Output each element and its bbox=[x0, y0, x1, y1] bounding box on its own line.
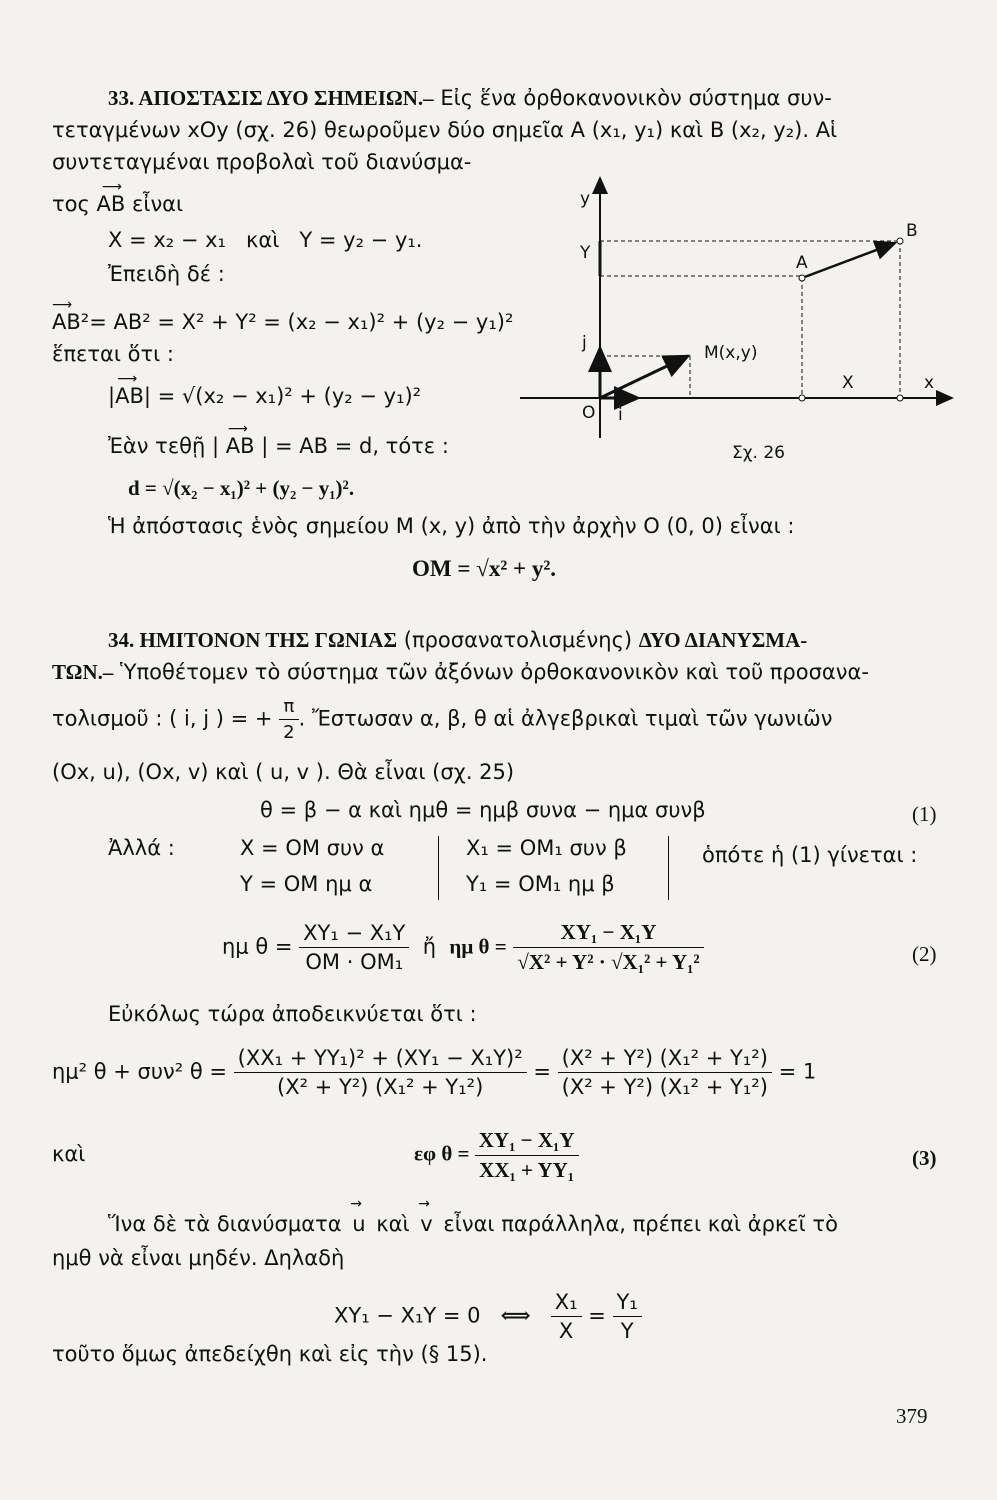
divider-1 bbox=[438, 836, 439, 900]
ef-theta-label: εφ θ = bbox=[414, 1141, 470, 1166]
vector-ab-abs: ⟶ AB bbox=[115, 371, 144, 408]
label-y: y bbox=[580, 189, 591, 209]
frac-c1-num: X₁ bbox=[551, 1290, 582, 1317]
ina-line2: ημθ νὰ εἶναι μηδέν. Δηλαδὴ bbox=[52, 1246, 345, 1270]
page-number: 379 bbox=[896, 1404, 928, 1428]
ab2-rhs: = AB² = X² + Y² = (x₂ − x₁)² + (y₂ − y₁)² bbox=[89, 310, 514, 334]
label-i: i bbox=[618, 405, 623, 425]
s33-line4a: τος bbox=[52, 192, 90, 216]
label-B: B bbox=[906, 221, 918, 241]
label-X: X bbox=[842, 373, 854, 393]
frac-1-num: XY₁ − X₁Y bbox=[299, 921, 409, 948]
ina-a: Ἵνα δὲ τὰ διανύσματα bbox=[108, 1212, 342, 1236]
y1-om: Y₁ = OM₁ ημ β bbox=[466, 872, 615, 896]
frac-2 bbox=[513, 920, 703, 975]
eukolos: Εὐκόλως τώρα ἀποδεικνύεται ὅτι : bbox=[108, 1002, 477, 1026]
point-a bbox=[799, 275, 805, 281]
identity-formula: ημ² θ + συν² θ = $\frac{\text{(XX₁ + YY₁)² + (XY₁ − X₁Y)²}}{\text{(X² + Y²) (X₁² + Y₁²)}}$ = $\frac{\text{(X² + Y²) (X₁² + Y₁²)}}{\text{(X² + Y²) (X₁² + Y₁²)}}$ = 1 bbox=[52, 1046, 817, 1099]
s34-line2b: ( i, j ) = + bbox=[169, 706, 273, 731]
vector-ab-line bbox=[802, 243, 895, 278]
frac-3 bbox=[234, 1046, 527, 1099]
point-b bbox=[897, 238, 903, 244]
point-x2 bbox=[897, 395, 903, 401]
iff-arrow: ⟺ bbox=[500, 1303, 531, 1328]
frac-4-num: (X² + Y²) (X₁² + Y₁²) bbox=[558, 1046, 772, 1073]
vector-v-label: v bbox=[420, 1212, 433, 1236]
frac-3-num: (XX₁ + YY₁)² + (XY₁ − X₁Y)² bbox=[234, 1046, 527, 1073]
vector-ab: ⟶ AB bbox=[96, 179, 126, 216]
label-x: x bbox=[924, 373, 935, 393]
s33-ean bbox=[108, 421, 449, 458]
frac-2-den: √X² + Y² · √X₁² + Y₁² bbox=[517, 950, 700, 974]
s34-heading-line bbox=[108, 628, 807, 653]
pi: π bbox=[279, 696, 298, 720]
section-33-line-1 bbox=[108, 86, 832, 111]
sine-formulas bbox=[222, 920, 704, 975]
s34-line1-wrap bbox=[52, 660, 869, 685]
frac-c2 bbox=[613, 1290, 642, 1343]
label-j: j bbox=[582, 333, 587, 353]
frac-2-num: XY₁ − X₁Y bbox=[513, 920, 703, 948]
parallel-condition: XY₁ − X₁Y = 0 ⟺ $\frac{\text{X₁}}{X}$ = $\frac{\text{Y₁}}{Y}$ bbox=[334, 1290, 642, 1343]
vector-om bbox=[600, 356, 688, 398]
vector-ab-squared: ⟶ AB² bbox=[52, 297, 90, 334]
frac-5 bbox=[475, 1128, 579, 1183]
frac-4-den: (X² + Y²) (X₁² + Y₁²) bbox=[561, 1075, 768, 1099]
eq-label-3: (3) bbox=[912, 1146, 937, 1170]
ean-a: Ἐὰν τεθῇ | bbox=[108, 434, 220, 458]
label-A: A bbox=[796, 253, 808, 273]
frac-c2-num: Y₁ bbox=[613, 1290, 642, 1317]
s34-line2c: . Ἔστωσαν α, β, θ αἱ ἀλγεβρικαὶ τιμαὶ τῶν γωνιῶν bbox=[298, 706, 833, 731]
last-line: τοῦτο ὅμως ἀπεδείχθη καὶ εἰς τὴν (§ 15). bbox=[52, 1342, 488, 1366]
opote: ὁπότε ἡ (1) γίνεται : bbox=[702, 843, 918, 867]
alla: Ἀλλά : bbox=[108, 836, 175, 860]
frac-c1 bbox=[551, 1290, 582, 1343]
hm-theta-label: ημ θ = bbox=[222, 934, 293, 959]
label-M: M(x,y) bbox=[704, 343, 758, 363]
abs-ab-rhs: | = √(x₂ − x₁)² + (y₂ − y₁)² bbox=[143, 384, 422, 408]
s33-epeidi: Ἐπειδὴ δέ : bbox=[108, 262, 225, 286]
label-O: O bbox=[582, 403, 596, 423]
kai-label: καὶ bbox=[52, 1142, 86, 1166]
pi-over-2 bbox=[279, 696, 298, 743]
s33-epetai: ἕπεται ὅτι : bbox=[52, 342, 174, 366]
s34-heading2: ΔΥΟ ΔΙΑΝΥΣΜΑ- bbox=[638, 628, 808, 652]
label-Y: Y bbox=[580, 243, 591, 263]
vector-ab-abs-label: AB bbox=[115, 384, 144, 408]
cond-lhs: XY₁ − X₁Y = 0 bbox=[334, 1303, 481, 1328]
eq-one: = 1 bbox=[778, 1059, 817, 1084]
vector-v: → v bbox=[418, 1196, 433, 1236]
hm2-label: ημ² θ + συν² θ = bbox=[52, 1059, 227, 1084]
frac-c1-den: X bbox=[558, 1319, 574, 1343]
ina-b: εἶναι παράλληλα, πρέπει καὶ ἀρκεῖ τὸ bbox=[443, 1212, 838, 1236]
ab2-lhs: AB² bbox=[52, 310, 90, 334]
s33-line3: συντεταγμέναι προβολαὶ τοῦ διανύσμα- bbox=[52, 150, 472, 174]
vector-ab-ean: ⟶ AB bbox=[225, 421, 255, 458]
section-33-heading: 33. ΑΠΟΣΤΑΣΙΣ ΔΥΟ ΣΗΜΕΙΩΝ.– bbox=[108, 86, 434, 110]
s34-line3: (Ox, u), (Ox, v) καὶ ( u, v ). Θὰ εἶναι (σχ. 25) bbox=[52, 760, 515, 784]
s34-heading-mid: (προσανατολισμένης) bbox=[403, 628, 633, 652]
s34-line2 bbox=[52, 696, 832, 743]
x1-om: X₁ = OM₁ συν β bbox=[466, 836, 627, 860]
frac-c2-den: Y bbox=[620, 1319, 634, 1343]
s34-heading3: ΤΩΝ.– bbox=[52, 660, 114, 684]
om-formula: OM = √x² + y². bbox=[412, 556, 556, 581]
eq-label-2: (2) bbox=[912, 942, 937, 966]
s34-heading1: 34. ΗΜΙΤΟΝΟΝ ΤΗΣ ΓΩΝΙΑΣ bbox=[108, 628, 398, 652]
vector-u: → u bbox=[350, 1196, 366, 1236]
s33-line4b: εἶναι bbox=[131, 192, 184, 216]
ean-b: | = AB = d, τότε : bbox=[261, 434, 449, 458]
ina-kai: καὶ bbox=[376, 1212, 410, 1236]
frac-5-den: XX₁ + YY₁ bbox=[479, 1158, 575, 1182]
dashed-guides bbox=[600, 241, 900, 398]
or-h: ἤ bbox=[422, 934, 437, 959]
vector-ab-ean-label: AB bbox=[225, 434, 255, 458]
s33-abs-ab: | ⟶ AB| = √(x₂ − x₁)² + (y₂ − y₁)² bbox=[108, 371, 422, 408]
s34-line1: Ὑποθέτομεν τὸ σύστημα τῶν ἀξόνων ὀρθοκανονικὸν καὶ τοῦ προσανα- bbox=[120, 660, 869, 684]
hm-theta-bold: ημ θ = bbox=[449, 934, 507, 959]
d-formula: d = √(x₂ − x₁)² + (y₂ − y₁)². bbox=[128, 476, 355, 500]
s33-line2: τεταγμένων xOy (σχ. 26) θεωροῦμεν δύο σημεῖα A (x₁, y₁) καὶ B (x₂, y₂). Αἱ bbox=[52, 118, 838, 142]
frac-3-den: (X² + Y²) (X₁² + Y₁²) bbox=[277, 1075, 484, 1099]
s34-line2a: τολισμοῦ : bbox=[52, 706, 163, 731]
y-om: Y = OM ημ α bbox=[240, 872, 373, 896]
frac-4 bbox=[558, 1046, 772, 1099]
vector-u-label: u bbox=[352, 1212, 366, 1236]
ina-line1 bbox=[108, 1196, 838, 1236]
om-text: Ἡ ἀπόστασις ἑνὸς σημείου M (x, y) ἀπὸ τὴν ἀρχὴν O (0, 0) εἶναι : bbox=[108, 514, 795, 538]
eq-x: X = x₂ − x₁ bbox=[108, 228, 226, 252]
s33-coord-eqs bbox=[108, 228, 422, 252]
s33-ab2-eq bbox=[52, 297, 514, 334]
eq-label-1: (1) bbox=[912, 802, 937, 826]
figure-26 bbox=[500, 170, 970, 470]
s33-line1: Εἰς ἕνα ὀρθοκανονικὸν σύστημα συν- bbox=[440, 86, 832, 110]
s33-kai: καὶ bbox=[246, 228, 280, 252]
x-om: X = OM συν α bbox=[240, 836, 385, 860]
s33-line4 bbox=[52, 179, 184, 216]
frac-5-num: XY₁ − X₁Y bbox=[475, 1128, 579, 1156]
theta-eq: θ = β − α καὶ ημθ = ημβ συνα − ημα συνβ bbox=[260, 798, 706, 822]
frac-1 bbox=[299, 921, 409, 974]
eq-y: Y = y₂ − y₁. bbox=[299, 228, 423, 252]
point-x bbox=[799, 395, 805, 401]
divider-2 bbox=[668, 836, 669, 900]
figure-caption: Σχ. 26 bbox=[732, 443, 786, 463]
vector-ab-label: AB bbox=[96, 192, 126, 216]
two: 2 bbox=[283, 722, 295, 743]
frac-1-den: OM · OM₁ bbox=[305, 950, 404, 974]
tan-formula bbox=[414, 1128, 579, 1183]
